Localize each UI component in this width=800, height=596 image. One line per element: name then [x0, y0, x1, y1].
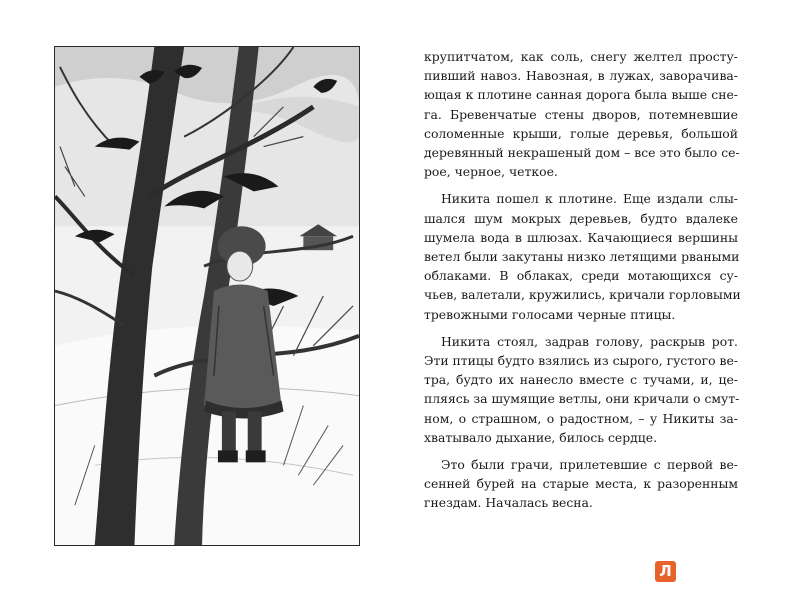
- text-line: рое, черное, четкое.: [424, 164, 558, 180]
- text-line: деревянный некрашеный дом – все это было се-: [424, 145, 740, 161]
- publisher-logo-letter: Л: [659, 562, 672, 580]
- paragraph-1: [424, 47, 738, 181]
- text-line: пивший навоз. Навозная, в лужах, заворачива-: [424, 68, 738, 84]
- illustration-boy-and-rooks: [55, 47, 359, 545]
- text-line: тревожными голосами черные птицы.: [424, 306, 676, 322]
- text-line: соломенные крыши, голые деревья, большой: [424, 125, 738, 141]
- text-line: Эти птицы будто взялись из сырого, густого ве-: [424, 353, 739, 369]
- text-line: облаками. В облаках, среди мотающихся су-: [424, 268, 738, 284]
- text-line: Никита пошел к плотине. Еще издали слы-: [441, 191, 738, 207]
- illustration-frame: [54, 46, 360, 546]
- text-line: гнездам. Началась весна.: [424, 495, 593, 511]
- text-line: пляясь за шумящие ветлы, они кричали о смут-: [424, 391, 740, 407]
- text-line: сенней бурей на старые места, к разоренным: [424, 476, 738, 492]
- text-line: тра, будто их нанесло вместе с тучами, и, це-: [424, 372, 738, 388]
- text-line: ном, о страшном, о радостном, – у Никиты за-: [424, 410, 738, 426]
- text-line: шался шум мокрых деревьев, будто вдалеке: [424, 210, 738, 226]
- text-line: чьев, валетали, кружились, кричали горловыми: [424, 287, 741, 303]
- paragraph-4: [424, 455, 738, 513]
- paragraph-2: [424, 189, 741, 323]
- text-line: ющая к плотине санная дорога была выше сне-: [424, 87, 738, 103]
- text-line: га. Бревенчатые стены дворов, потемневшие: [424, 106, 738, 122]
- text-line: шумела вода в шлюзах. Качающиеся вершины: [424, 229, 738, 245]
- paragraph-3: [424, 332, 738, 447]
- text-line: хватывало дыхание, билось сердце.: [424, 429, 658, 445]
- text-line: Это были грачи, прилетевшие с первой ве-: [441, 457, 738, 473]
- text-line: Никита стоял, задрав голову, раскрыв рот.: [441, 333, 738, 349]
- publisher-logo-icon: [655, 561, 676, 582]
- text-line: крупитчатом, как соль, снегу желтел просту-: [424, 49, 738, 64]
- text-column: [424, 47, 741, 521]
- text-line: ветел были закутаны низко летящими рваными: [424, 249, 740, 265]
